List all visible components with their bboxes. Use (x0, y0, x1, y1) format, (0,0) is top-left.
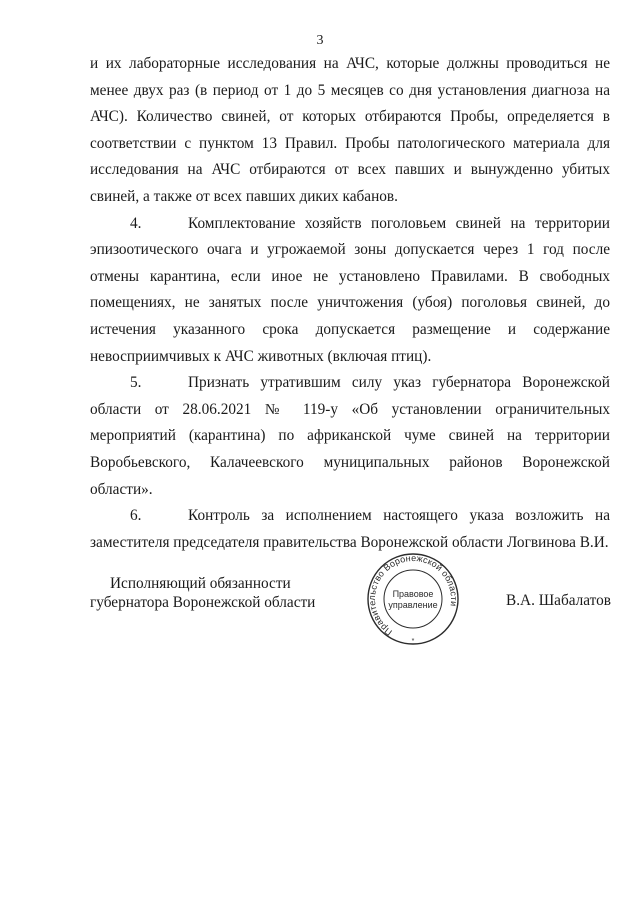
signatory-title (90, 574, 330, 612)
signatory-title-line-2: губернатора Воронежской области (90, 594, 316, 611)
paragraph-5 (90, 370, 610, 503)
stamp-center-line-1: Правовое (392, 589, 434, 599)
paragraph-6-number: 6. (130, 507, 142, 525)
paragraph-4-text: Комплектование хозяйств поголовьем свиней на территории эпизоотического очага и угрожаемой зоны допускается через 1 год после отмены карантина, если иное не установлено Правилами. В свободных помещениях, не занятых после уничтожения (убоя) поголовья свиней, до истечения указанного срока допускается размещение и содержание невосприимчивых к АЧС животных (включая птиц). (90, 214, 610, 365)
paragraph-continuation: и их лабораторные исследования на АЧС, которые должны проводиться не менее двух раз (в период от 1 до 5 месяцев со дня установления диагноза на АЧС). Количество свиней, от которых отбираются Пробы, определяется в соответствии с пунктом 13 Правил. Пробы патологического материала для исследования на АЧС отбираются от всех павших и вынужденно убитых свиней, а также от всех павших диких кабанов. (90, 55, 610, 205)
stamp-ring-textpath: Правительство Воронежской области (366, 552, 460, 638)
stamp-bottom-mark: * (411, 638, 415, 645)
official-stamp (365, 551, 461, 647)
page-number: 3 (316, 33, 324, 48)
signer-name: В.А. Шабалатов (506, 592, 612, 609)
paragraph-6 (90, 503, 610, 556)
signatory-title-line-1: Исполняющий обязанности (110, 575, 291, 592)
document-body (90, 51, 610, 556)
stamp-inner-ring (384, 570, 442, 628)
stamp-center-line-2: управление (388, 600, 438, 610)
paragraph-4 (90, 211, 610, 371)
paragraph-4-number: 4. (130, 214, 142, 232)
paragraph-5-number: 5. (130, 374, 142, 392)
paragraph-6-text: Контроль за исполнением настоящего указа возложить на заместителя председателя правительства Воронежской области Логвинова В.И. (90, 507, 610, 551)
paragraph-5-text: Признать утратившим силу указ губернатора Воронежской области от 28.06.2021 № 119-у «Об установлении ограничительных мероприятий (карантина) по африканской чуме свиней на территории Воробьевского, Калачеевского муниципальных районов Воронежской области». (90, 374, 610, 498)
